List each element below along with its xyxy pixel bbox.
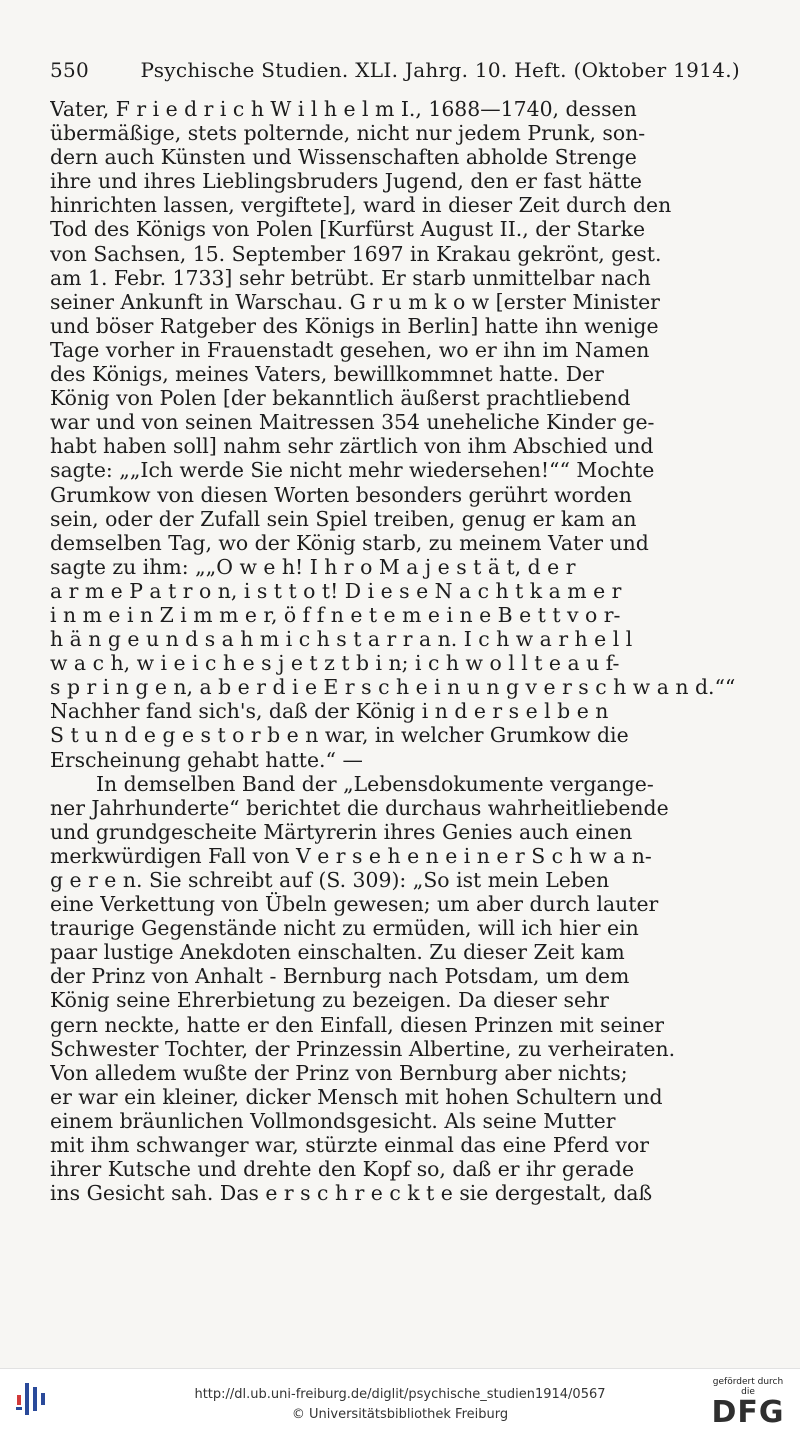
text-line: Nachher fand sich's, daß der König i n d e r s e l b e n: [50, 699, 609, 724]
text-line: Erscheinung gehabt hatte.“ —: [50, 747, 363, 772]
text-line: S t u n d e g e s t o r b e n war, in welcher Grumkow die: [50, 723, 629, 748]
text-line: merkwürdigen Fall von V e r s e h e n e i n e r S c h w a n-: [50, 843, 652, 868]
text-line: Schwester Tochter, der Prinzessin Albertine, zu verheiraten.: [50, 1036, 676, 1061]
text-line: und grundgescheite Märtyrerin ihres Genies auch einen: [50, 819, 633, 844]
source-url-link[interactable]: http://dl.ub.uni-freiburg.de/diglit/psychische_studien1914/0567: [194, 1387, 606, 1402]
running-title: Psychische Studien. XLI. Jahrg. 10. Heft. (Oktober 1914.): [140, 58, 740, 82]
text-line: g e r e n. Sie schreibt auf (S. 309): „So ist mein Leben: [50, 868, 610, 892]
text-line: er war ein kleiner, dicker Mensch mit hohen Schultern und: [50, 1084, 663, 1109]
text-line: a r m e P a t r o n, i s t t o t! D i e s e N a c h t k a m e r: [50, 578, 622, 603]
dfg-logo-text: DFG: [711, 1395, 785, 1430]
text-line: dern auch Künsten und Wissenschaften abholde Strenge: [50, 145, 637, 170]
text-line: König seine Ehrerbietung zu bezeigen. Da dieser sehr: [50, 988, 609, 1013]
copyright-notice: © Universitätsbibliothek Freiburg: [291, 1407, 509, 1422]
text-line: mit ihm schwanger war, stürzte einmal das eine Pferd vor: [50, 1133, 650, 1158]
text-line: eine Verkettung von Übeln gewesen; um aber durch lauter: [50, 892, 659, 917]
text-line: Tage vorher in Frauenstadt gesehen, wo er ihn im Namen: [50, 337, 650, 362]
text-line: ihrer Kutsche und drehte den Kopf so, daß er ihr gerade: [50, 1157, 635, 1182]
text-line: sein, oder der Zufall sein Spiel treiben, genug er kam an: [50, 506, 637, 531]
text-line: Von alledem wußte der Prinz von Bernburg aber nichts;: [50, 1060, 628, 1085]
text-line: Vater, F r i e d r i c h W i l h e l m I., 1688—1740, dessen: [50, 97, 637, 121]
text-line: am 1. Febr. 1733] sehr betrübt. Er starb unmittelbar nach: [50, 265, 651, 290]
text-line: einem bräunlichen Vollmondsgesicht. Als seine Mutter: [50, 1108, 616, 1133]
text-line: hinrichten lassen, vergiftete], ward in dieser Zeit durch den: [50, 193, 672, 218]
dfg-caption: gefördert durch die: [712, 1377, 784, 1397]
page-header: [50, 58, 740, 82]
text-line: s p r i n g e n, a b e r d i e E r s c h e i n u n g v e r s c h w a n d.““: [50, 675, 736, 700]
text-line: w a c h, w i e i c h e s j e t z t b i n; i c h w o l l t e a u f-: [50, 651, 620, 676]
text-line: In demselben Band der „Lebensdokumente vergange-: [96, 771, 654, 796]
page-number: 550: [50, 58, 90, 82]
dfg-logo: [706, 1377, 790, 1429]
text-line: Grumkow von diesen Worten besonders gerührt worden: [50, 482, 632, 507]
text-line: von Sachsen, 15. September 1697 in Krakau gekrönt, gest.: [50, 241, 662, 266]
text-line: gern neckte, hatte er den Einfall, diesen Prinzen mit seiner: [50, 1012, 665, 1037]
text-line: Tod des Königs von Polen [Kurfürst August II., der Starke: [50, 217, 646, 242]
text-line: traurige Gegenstände nicht zu ermüden, will ich hier ein: [50, 916, 639, 941]
text-line: seiner Ankunft in Warschau. G r u m k o w [erster Minister: [50, 289, 660, 314]
text-line: i n m e i n Z i m m e r, ö f f n e t e m e i n e B e t t v o r-: [50, 602, 621, 627]
text-line: demselben Tag, wo der König starb, zu meinem Vater und: [50, 530, 649, 555]
footer-bar: [0, 1368, 800, 1429]
text-line: war und von seinen Maitressen 354 uneheliche Kinder ge-: [50, 410, 655, 435]
text-line: übermäßige, stets polternde, nicht nur jedem Prunk, son-: [50, 121, 646, 146]
text-line: sagte zu ihm: „„O w e h! I h r o M a j e s t ä t, d e r: [50, 554, 576, 579]
text-line: der Prinz von Anhalt - Bernburg nach Potsdam, um dem: [50, 964, 630, 989]
text-line: des Königs, meines Vaters, bewillkommnet hatte. Der: [50, 362, 604, 387]
text-line: König von Polen [der bekanntlich äußerst prachtliebend: [50, 386, 631, 411]
text-line: habt haben soll] nahm sehr zärtlich von ihm Abschied und: [50, 434, 654, 459]
text-line: und böser Ratgeber des Königs in Berlin] hatte ihn wenige: [50, 313, 659, 338]
text-line: h ä n g e u n d s a h m i c h s t a r r a n. I c h w a r h e l l: [50, 627, 633, 652]
text-line: ner Jahrhunderte“ berichtet die durchaus wahrheitliebende: [50, 795, 669, 820]
text-line: paar lustige Anekdoten einschalten. Zu dieser Zeit kam: [50, 940, 625, 965]
text-line: ins Gesicht sah. Das e r s c h r e c k t e sie dergestalt, daß: [50, 1181, 653, 1206]
text-line: ihre und ihres Lieblingsbruders Jugend, den er fast hätte: [50, 169, 642, 194]
text-line: sagte: „„Ich werde Sie nicht mehr wiedersehen!““ Mochte: [50, 458, 655, 483]
body-text: [50, 97, 745, 1205]
